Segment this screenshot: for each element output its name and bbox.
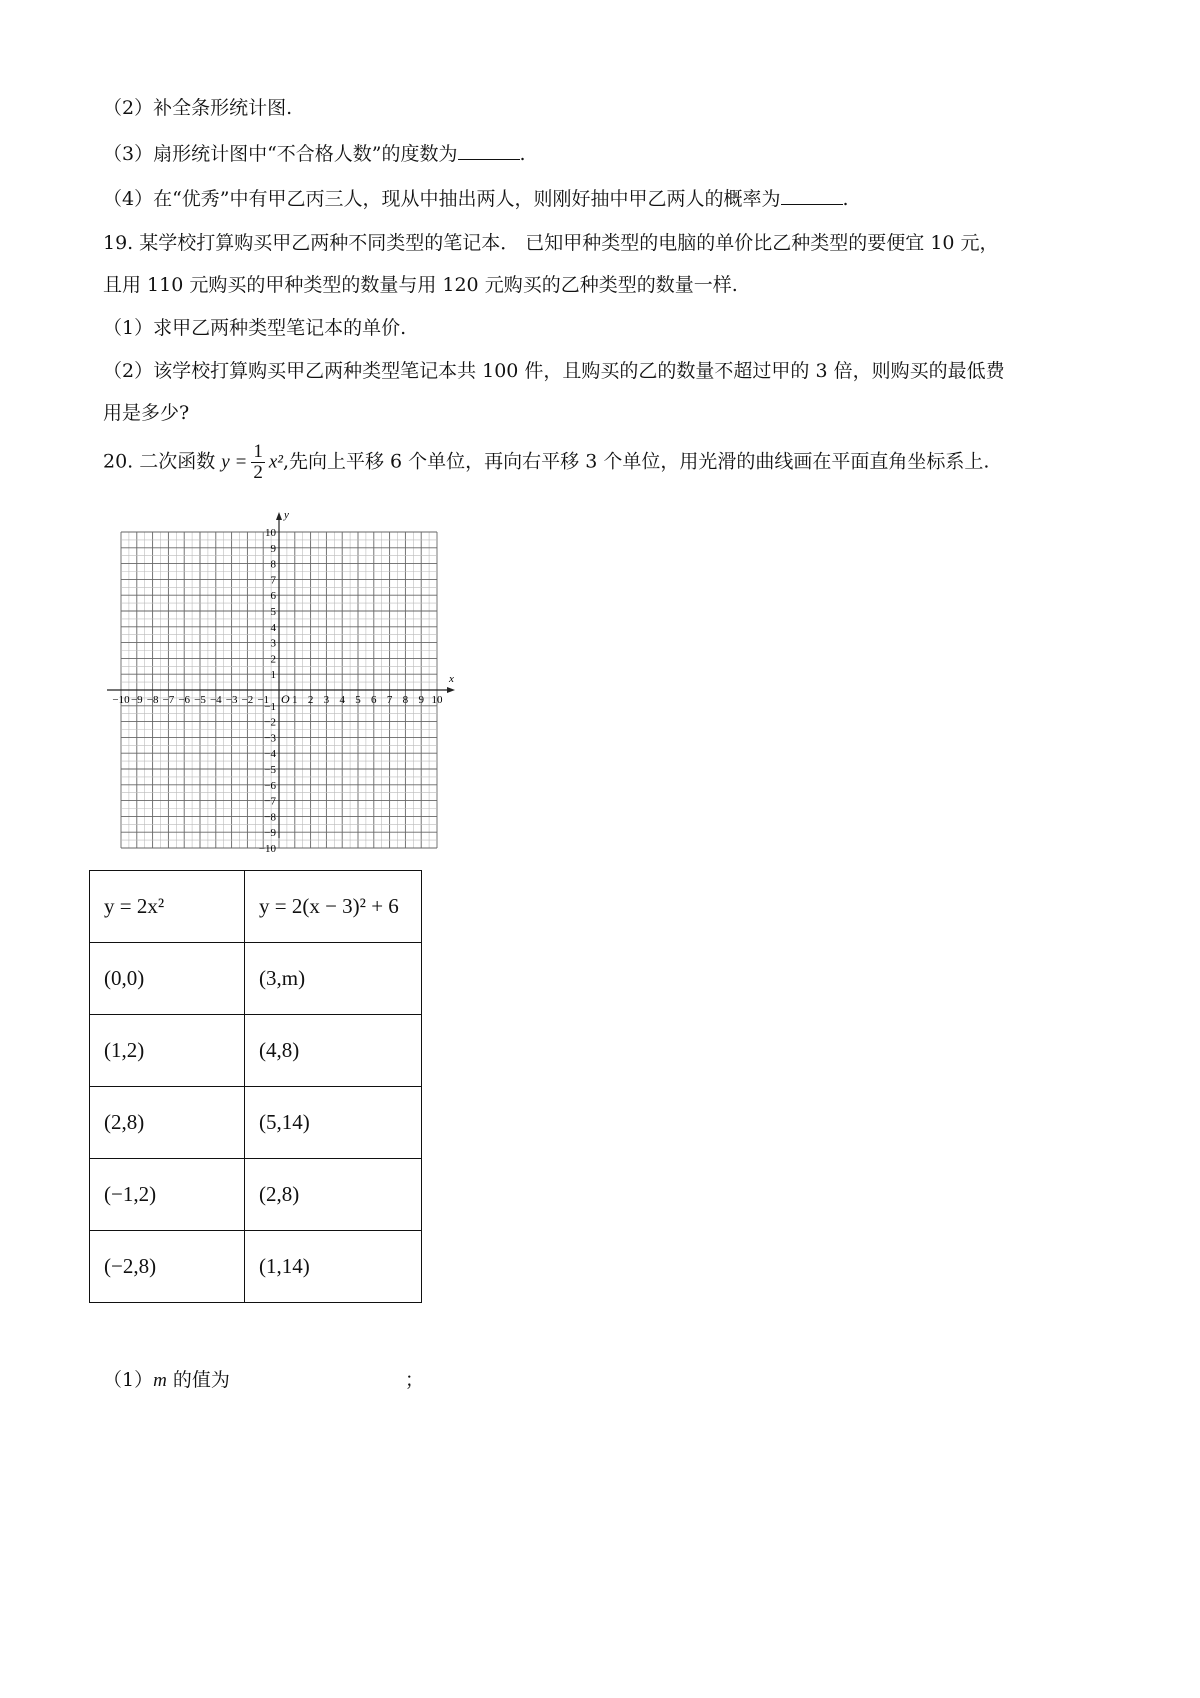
q19-part2-line2: 用是多少? xyxy=(103,402,190,424)
numerator: 1 xyxy=(253,441,263,462)
q19-line2: 且用 110 元购买的甲种类型的数量与用 120 元购买的乙种类型的数量一样. xyxy=(103,274,738,296)
coordinate-grid xyxy=(100,505,460,855)
y-tick-label: 1 xyxy=(270,669,276,682)
cell: (1,14) xyxy=(245,1231,422,1303)
x-tick-label: 5 xyxy=(355,694,361,706)
formula-y: y = xyxy=(221,451,248,473)
y-tick-label: 4 xyxy=(270,621,276,634)
y-tick-label: −9 xyxy=(264,827,276,840)
x-tick-label: 9 xyxy=(418,694,424,706)
y-tick-label: 2 xyxy=(270,653,276,666)
header-cell: y = 2(x − 3)² + 6 xyxy=(245,871,422,943)
answer-blank[interactable] xyxy=(458,141,520,160)
period: . xyxy=(842,188,849,210)
y-tick-label: 8 xyxy=(270,558,276,571)
table-header-row xyxy=(90,871,422,943)
var-m: m xyxy=(153,1370,167,1391)
cell: (−1,2) xyxy=(90,1159,245,1231)
table-row xyxy=(90,943,422,1015)
q18-part4-text: （4）在“优秀”中有甲乙丙三人，现从中抽出两人，则刚好抽中甲乙两人的概率为 xyxy=(103,188,781,210)
cell: (4,8) xyxy=(245,1015,422,1087)
q19-part2-line1: （2）该学校打算购买甲乙两种类型笔记本共 100 件，且购买的乙的数量不超过甲的 3 倍，则购买的最低费 xyxy=(103,360,1005,382)
y-tick-label: 7 xyxy=(270,574,276,587)
y-tick-label: −2 xyxy=(264,716,276,729)
y-tick-label: 6 xyxy=(270,590,276,603)
x-axis-arrow-icon xyxy=(447,687,455,693)
y-tick-label: −10 xyxy=(258,843,276,855)
q20-pre: 20. 二次函数 xyxy=(103,450,222,473)
x-tick-label: −5 xyxy=(194,694,206,706)
table-row xyxy=(90,1015,422,1087)
x-tick-label: 4 xyxy=(339,694,345,706)
cell: (2,8) xyxy=(245,1159,422,1231)
x-tick-label: 6 xyxy=(371,694,377,706)
x-tick-label: −3 xyxy=(225,694,238,706)
q18-part3 xyxy=(103,139,526,166)
y-tick-label: −1 xyxy=(264,700,276,713)
x-tick-label: −2 xyxy=(241,694,254,706)
x-tick-label: 1 xyxy=(292,694,298,706)
fraction xyxy=(251,442,265,483)
cell: (2,8) xyxy=(90,1087,245,1159)
y-tick-label: −5 xyxy=(264,764,276,776)
x-tick-label: −7 xyxy=(162,694,175,706)
origin-label: O xyxy=(281,692,290,706)
x-tick-label: 8 xyxy=(402,694,409,706)
x-tick-label: −9 xyxy=(130,694,143,706)
header-cell: y = 2x² xyxy=(90,871,245,943)
x-tick-label: 7 xyxy=(386,694,393,706)
y-tick-label: 5 xyxy=(270,606,276,618)
y-tick-label: −3 xyxy=(264,732,276,745)
x-tick-label: −10 xyxy=(112,694,130,706)
q18-part2: （2）补全条形统计图. xyxy=(103,97,293,119)
y-tick-label: −4 xyxy=(264,748,276,761)
q20-post: ,先向上平移 6 个单位，再向右平移 3 个单位，用光滑的曲线画在平面直角坐标系上. xyxy=(282,450,990,473)
q20-part1-num: （1） xyxy=(103,1369,154,1391)
q20-stem xyxy=(103,442,989,483)
x-tick-label: −1 xyxy=(257,694,270,706)
x-tick-label: −4 xyxy=(209,694,222,706)
cell: (1,2) xyxy=(90,1015,245,1087)
q19-part1: （1）求甲乙两种类型笔记本的单价. xyxy=(103,317,407,339)
y-tick-label: −7 xyxy=(264,795,276,808)
table-row xyxy=(90,1159,422,1231)
cell: (3,m) xyxy=(245,943,422,1015)
cell: (0,0) xyxy=(90,943,245,1015)
semicolon: ； xyxy=(404,1369,424,1391)
values-table xyxy=(89,870,422,1303)
x-axis-label: x xyxy=(449,673,454,685)
answer-blank[interactable] xyxy=(781,186,843,205)
y-axis-label: y xyxy=(284,509,289,521)
x-tick-label: 2 xyxy=(307,694,314,706)
y-axis-arrow-icon xyxy=(276,512,282,520)
x-tick-label: −8 xyxy=(146,694,159,706)
table-row xyxy=(90,1087,422,1159)
x-tick-label: 10 xyxy=(431,694,443,706)
y-tick-label: −6 xyxy=(264,779,276,792)
x-tick-label: −6 xyxy=(178,694,191,706)
y-tick-label: 10 xyxy=(265,527,276,539)
y-tick-label: 9 xyxy=(270,542,276,555)
y-tick-label: −8 xyxy=(264,811,276,824)
cell: (5,14) xyxy=(245,1087,422,1159)
q20-part1-text: 的值为 xyxy=(166,1369,230,1391)
q19-line1: 19. 某学校打算购买甲乙两种不同类型的笔记本． 已知甲种类型的电脑的单价比乙种类型的要便宜 10 元， xyxy=(103,232,999,254)
q18-part3-text: （3）扇形统计图中“不合格人数”的度数为 xyxy=(103,143,458,165)
q20-part1 xyxy=(103,1365,424,1392)
y-tick-label: 3 xyxy=(270,637,276,650)
period: . xyxy=(519,143,526,165)
denominator: 2 xyxy=(253,462,263,483)
formula-x2: x² xyxy=(268,451,283,473)
table-row xyxy=(90,1231,422,1303)
x-tick-label: 3 xyxy=(323,694,330,706)
q18-part4 xyxy=(103,184,849,211)
cell: (−2,8) xyxy=(90,1231,245,1303)
